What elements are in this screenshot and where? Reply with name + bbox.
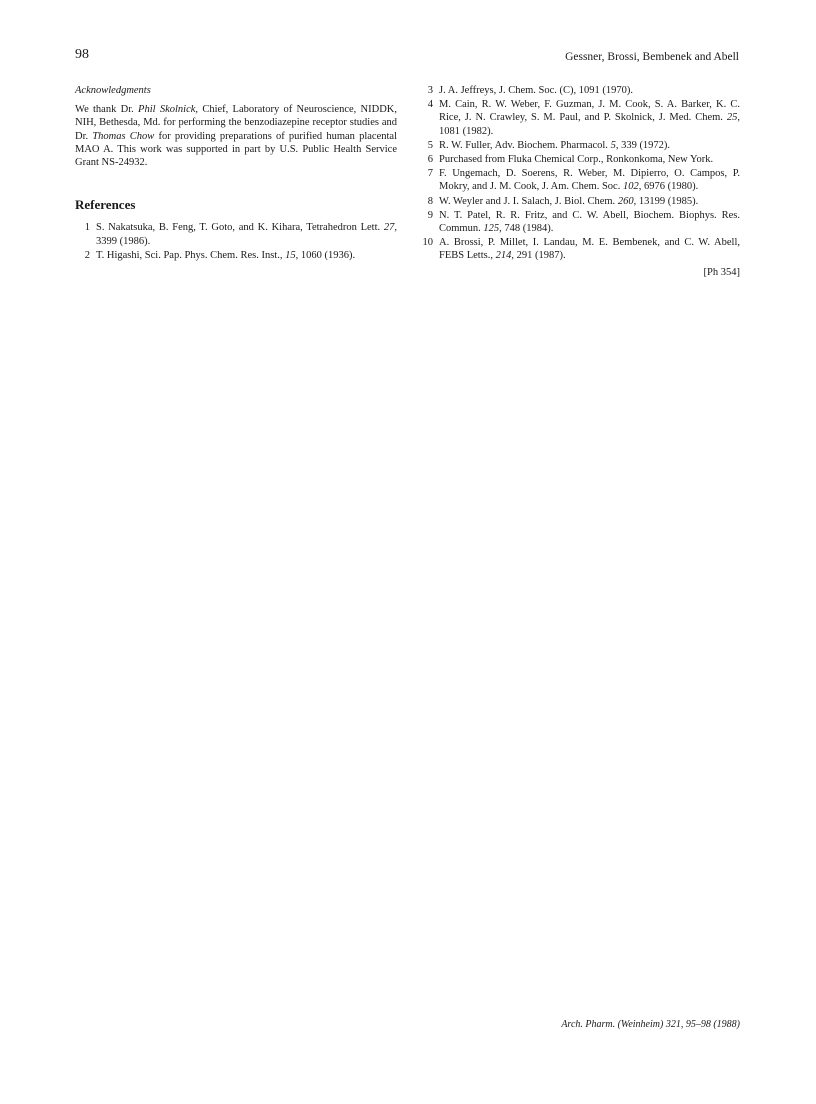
reference-number: 9 [427,209,433,221]
reference-text [439,153,740,166]
reference-citation: T. Higashi, Sci. Pap. Phys. Chem. Res. Inst., [96,249,286,261]
reference-citation: W. Weyler and J. I. Salach, J. Biol. Chem. [439,195,618,207]
reference-number: 1 [84,222,90,234]
reference-item [418,98,740,138]
reference-pages: , 13199 (1985). [633,195,699,207]
ack-part-3: for providing preparations of purified human placental MAO A. This work was supported in part by U.S. Public Health Service Grant NS-24932. [75,130,397,169]
reference-text [439,84,740,97]
reference-item [418,139,740,152]
reference-citation: N. T. Patel, R. R. Fritz, and C. W. Abell, Biochem. Biophys. Res. Commun. [439,209,740,235]
reference-text [439,98,740,138]
reference-number: 4 [427,99,433,111]
reference-number: 10 [422,237,433,249]
journal-citation-footer: Arch. Pharm. (Weinheim) 321, 95–98 (1988) [561,1019,740,1030]
reference-pages: , 6976 (1980). [638,181,699,193]
reference-volume: 25 [726,112,738,124]
right-column [418,84,740,279]
ack-part-1: We thank Dr. [75,104,139,116]
reference-number: 3 [427,85,433,96]
running-head: Gessner, Brossi, Bembenek and Abell [565,51,739,63]
acknowledgments-text [75,103,397,169]
reference-citation: Purchased from Fluka Chemical Corp., Ronkonkoma, New York. [439,154,714,166]
ack-part-2: , Chief, Laboratory of Neuroscience, NIDDK, NIH, Bethesda, Md. for performing the benzodiazepine receptor studies and Dr. [75,104,398,142]
reference-text [439,236,740,262]
reference-number: 6 [427,154,433,166]
reference-volume: 27 [383,222,395,234]
reference-citation: J. A. Jeffreys, J. Chem. Soc. (C), 1091 (1970). [439,85,634,96]
reference-text [439,209,740,235]
reference-volume: 125 [483,223,500,235]
reference-item [75,249,397,262]
reference-citation: R. W. Fuller, Adv. Biochem. Pharmacol. [439,139,611,151]
reference-list-left [75,221,397,262]
reference-number: 7 [427,168,433,180]
reference-item [418,167,740,193]
reference-text [96,249,397,262]
reference-citation: S. Nakatsuka, B. Feng, T. Goto, and K. Kihara, Tetrahedron Lett. [96,222,384,234]
acknowledgments-heading: Acknowledgments [75,85,151,96]
reference-number: 5 [427,139,433,151]
reference-volume: 5 [610,139,616,151]
reference-item [418,153,740,166]
reference-citation: A. Brossi, P. Millet, I. Landau, M. E. Bembenek, and C. W. Abell, FEBS Letts., [439,237,740,262]
reference-item [418,195,740,208]
reference-volume: 15 [285,249,296,261]
left-column [75,84,397,263]
reference-list-right [418,84,740,263]
reference-text [439,139,740,152]
ack-name-2: Thomas Chow [92,130,155,142]
reference-item [418,236,740,262]
article-tag: [Ph 354] [703,266,740,278]
ack-name-1: Phil Skolnick [138,104,196,116]
reference-text [439,195,740,208]
reference-pages: , 291 (1987). [511,250,566,262]
reference-pages: , 1060 (1936). [295,249,356,261]
reference-pages: , 1081 (1982). [439,112,740,137]
reference-number: 8 [427,195,433,207]
reference-text [439,167,740,193]
reference-volume: 102 [622,181,639,193]
reference-volume: 214 [495,250,512,262]
reference-item [418,84,740,97]
reference-citation: F. Ungemach, D. Soerens, R. Weber, M. Dipierro, O. Campos, P. Mokry, and J. M. Cook, J. Am. Chem. Soc. [439,168,740,193]
references-heading: References [75,197,136,213]
reference-volume: 260 [617,195,634,207]
reference-item [75,221,397,247]
reference-citation: M. Cain, R. W. Weber, F. Guzman, J. M. Cook, S. A. Barker, K. C. Rice, J. N. Crawley, S. M. Paul, and P. Skolnick, J. Med. Chem. [439,99,740,124]
reference-pages: , 3399 (1986). [96,222,397,247]
reference-pages: , 748 (1984). [499,223,554,235]
reference-number: 2 [84,249,90,261]
reference-item [418,209,740,235]
reference-text [96,221,397,247]
reference-pages: , 339 (1972). [615,139,671,151]
page-number: 98 [75,47,89,62]
